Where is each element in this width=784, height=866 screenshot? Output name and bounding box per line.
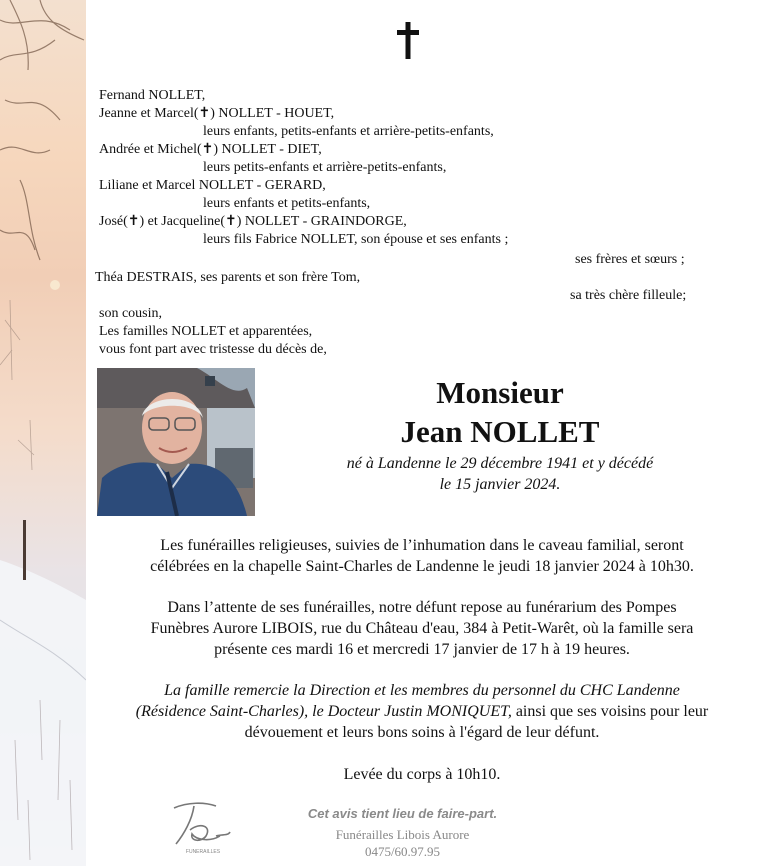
- family-line-13: son cousin,: [99, 306, 162, 321]
- logo-text: FUNERAILLES: [185, 849, 221, 855]
- thanks-line-2: [92, 701, 752, 722]
- family-line-4: Andrée et Michel(✝) NOLLET - DIET,: [99, 142, 322, 157]
- family-line-2: Jeanne et Marcel(✝) NOLLET - HOUET,: [99, 106, 335, 121]
- family-line-8: José(✝) et Jacqueline(✝) NOLLET - GRAINDORGE,: [99, 214, 407, 229]
- family-line-1: Fernand NOLLET,: [99, 88, 206, 103]
- funeral-line-2: célébrées en la chapelle Saint-Charles de Landenne le jeudi 18 janvier 2024 à 10h30.: [150, 558, 694, 575]
- family-line-10: ses frères et sœurs ;: [575, 252, 685, 267]
- thanks-line-3: dévouement et leurs bons soins à l'égard de leur défunt.: [244, 724, 600, 741]
- thanks-line-1: La famille remercie la Direction et les membres du personnel du CHC Landenne: [164, 682, 680, 699]
- deceased-title: Monsieur: [436, 375, 564, 410]
- family-line-14: Les familles NOLLET et apparentées,: [99, 324, 313, 339]
- family-line-9: leurs fils Fabrice NOLLET, son épouse et ses enfants ;: [203, 232, 509, 247]
- deceased-name: Jean NOLLET: [400, 414, 600, 449]
- funeral-paragraph: [92, 535, 752, 577]
- footer-notice: Cet avis tient lieu de faire-part.: [307, 806, 498, 821]
- family-line-7: leurs enfants et petits-enfants,: [203, 196, 371, 211]
- thanks-line-2-italic: (Résidence Saint-Charles), le Docteur Justin MONIQUET,: [135, 703, 512, 720]
- funeral-line-1: Les funérailles religieuses, suivies de l’inhumation dans le caveau familial, seront: [160, 537, 684, 554]
- visitation-paragraph: [92, 597, 752, 660]
- footer-company: Funérailles Libois Aurore: [335, 827, 470, 842]
- family-line-5: leurs petits-enfants et arrière-petits-enfants,: [203, 160, 447, 175]
- family-line-12: sa très chère filleule;: [570, 288, 687, 303]
- death-info: le 15 janvier 2024.: [439, 476, 561, 493]
- family-line-6: Liliane et Marcel NOLLET - GERARD,: [99, 178, 326, 193]
- levee-du-corps: Levée du corps à 10h10.: [343, 766, 501, 783]
- visitation-line-2: Funèbres Aurore LIBOIS, rue du Château d'eau, 384 à Petit-Warêt, où la famille sera: [150, 620, 694, 637]
- visitation-line-1: Dans l’attente de ses funérailles, notre défunt repose au funérarium des Pompes: [167, 599, 677, 616]
- footer-phone: 0475/60.97.95: [364, 844, 441, 859]
- funeral-home-logo: [170, 800, 236, 856]
- family-line-15: vous font part avec tristesse du décès de,: [99, 342, 327, 357]
- thanks-paragraph: [92, 680, 752, 743]
- cross-icon: [394, 20, 422, 60]
- tree-branches-image: [0, 0, 86, 866]
- visitation-line-3: présente ces mardi 16 et mercredi 17 janvier de 17 h à 19 heures.: [214, 641, 630, 658]
- family-line-3: leurs enfants, petits-enfants et arrière-petits-enfants,: [203, 124, 494, 139]
- family-line-11: Théa DESTRAIS, ses parents et son frère Tom,: [95, 270, 361, 285]
- decorative-landscape-strip: [0, 0, 86, 866]
- birth-info: né à Landenne le 29 décembre 1941 et y décédé: [346, 455, 654, 472]
- thanks-line-2-rest: ainsi que ses voisins pour leur: [511, 703, 709, 720]
- deceased-portrait-photo: [97, 368, 255, 516]
